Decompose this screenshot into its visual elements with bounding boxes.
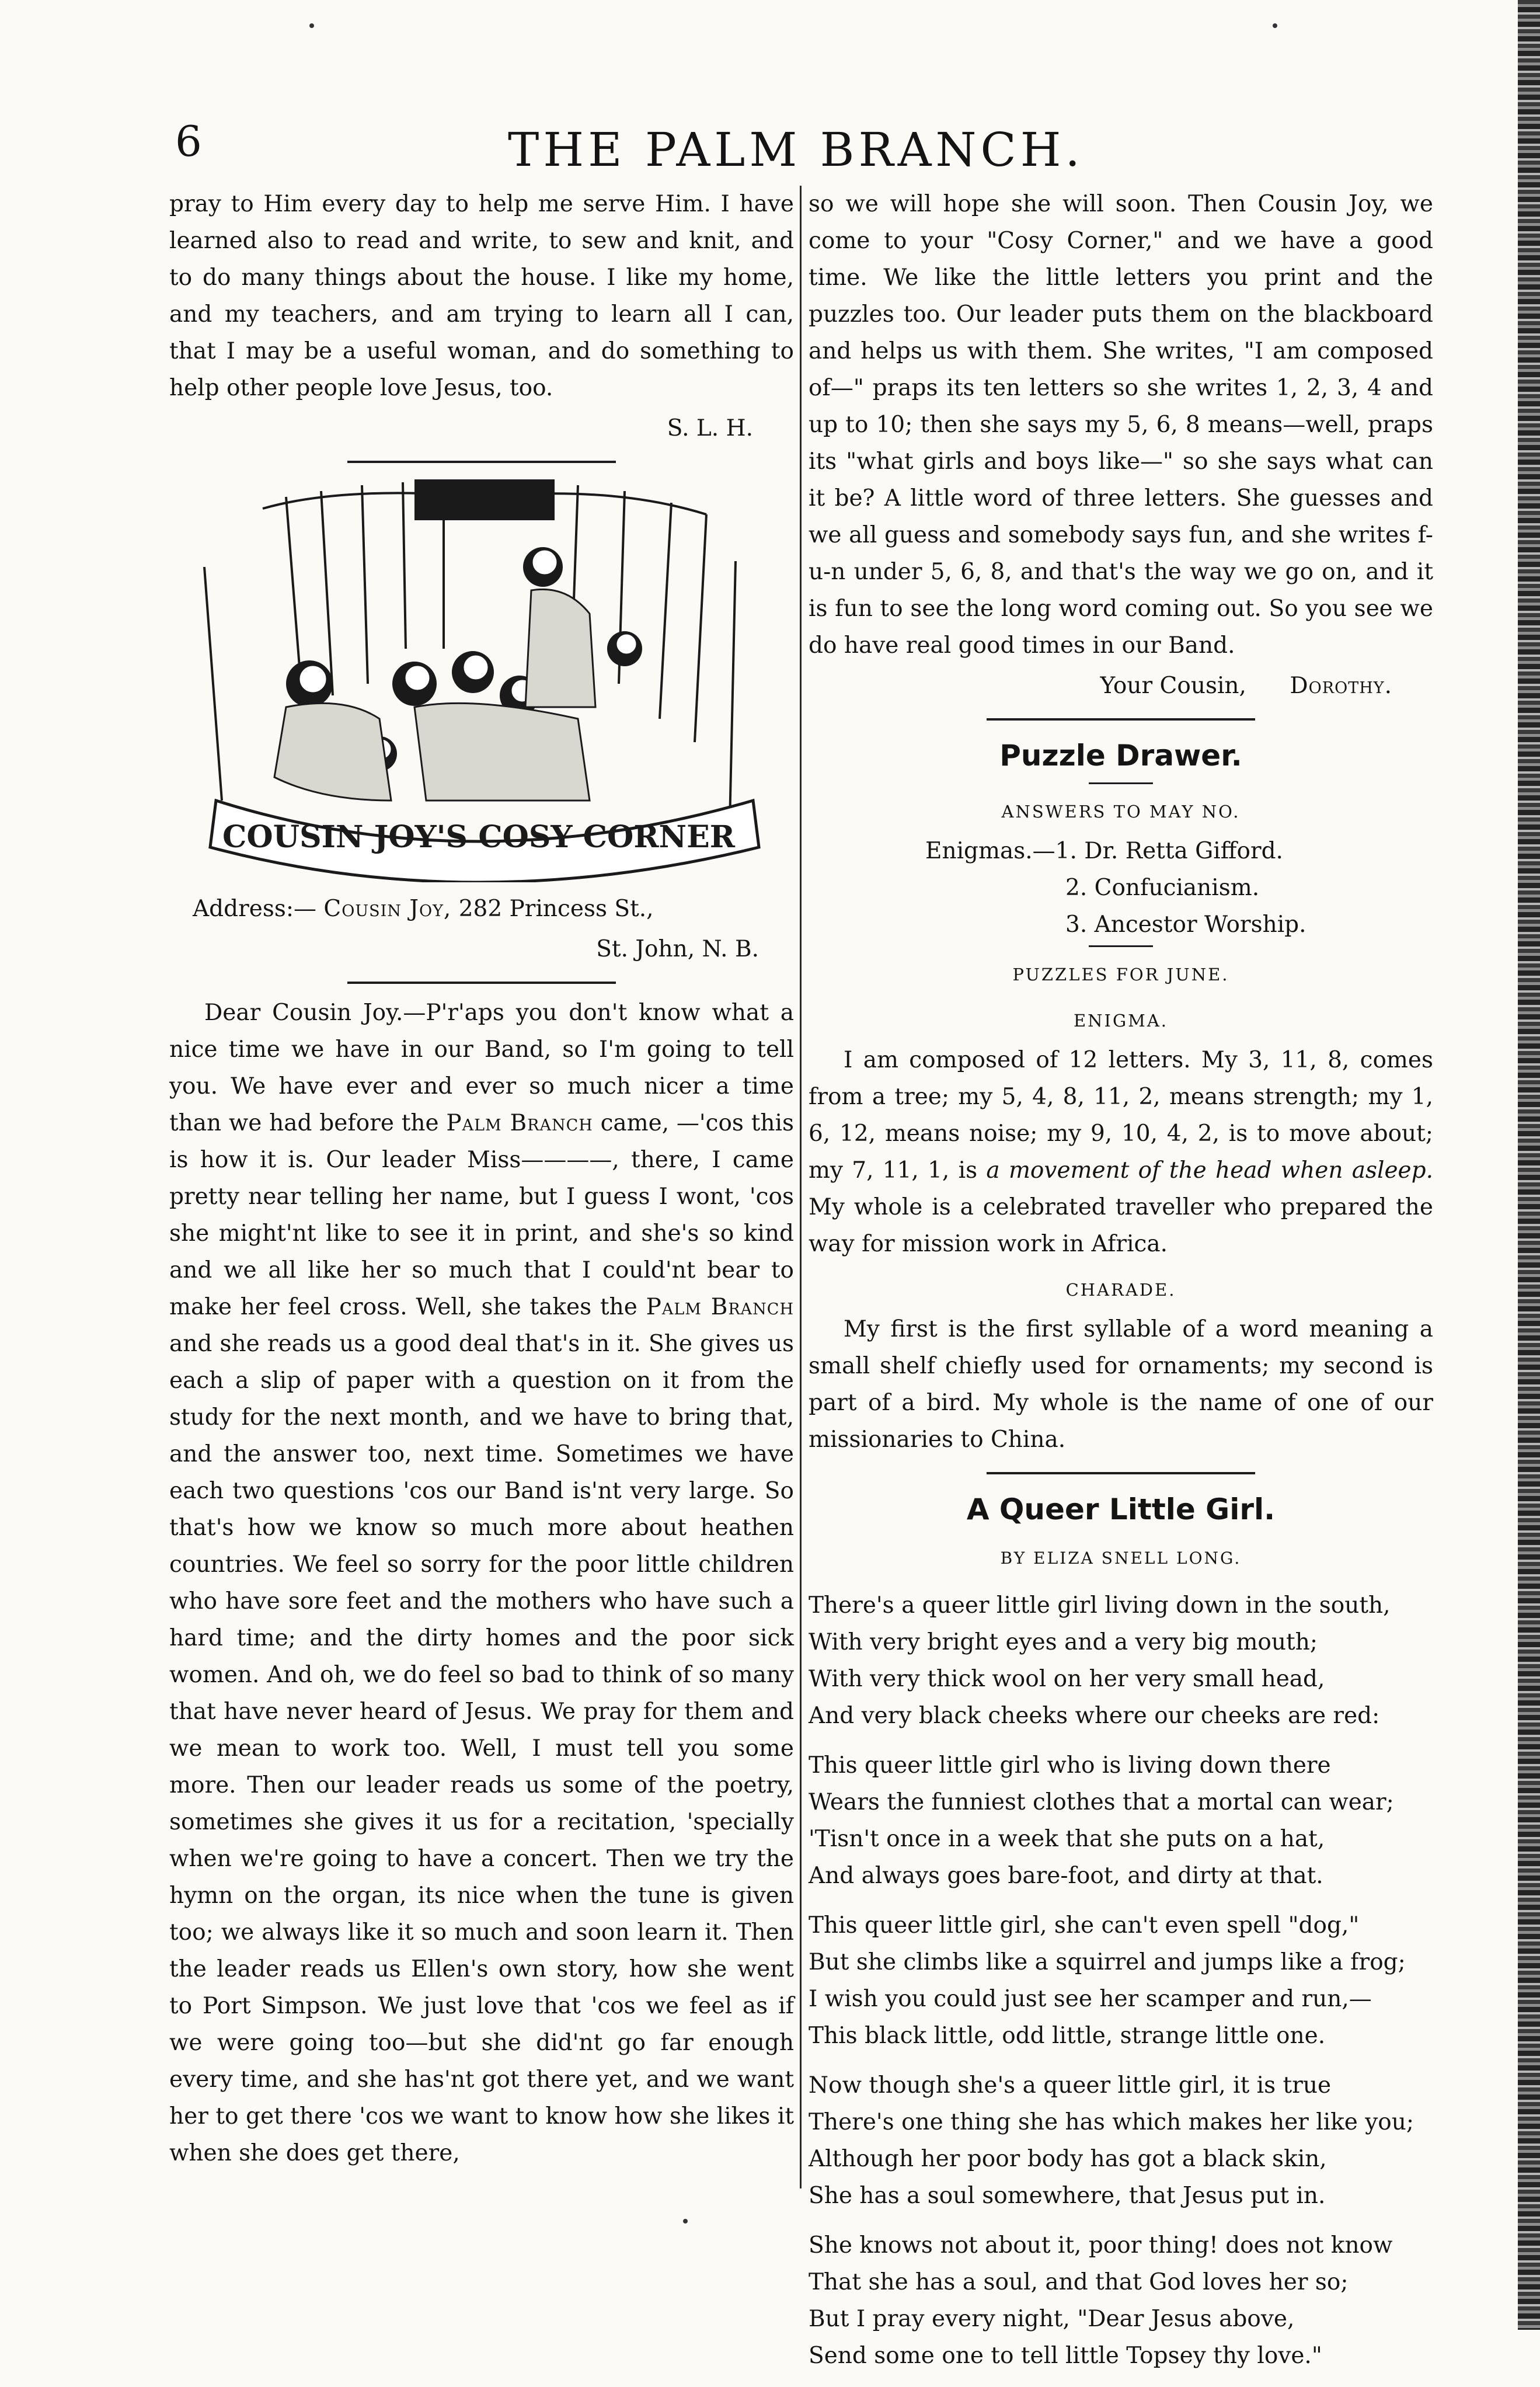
left-column [169, 186, 794, 2175]
scan-speck [683, 2219, 688, 2224]
illustration-label: COUSIN JOY'S COSY CORNER [222, 819, 735, 855]
running-title: THE PALM BRANCH. [508, 123, 1084, 177]
poem-line: There's one thing she has which makes her like you; [809, 2109, 1414, 2135]
poem-line: And very black cheeks where our cheeks are red: [809, 1703, 1380, 1729]
address-line [193, 890, 794, 927]
letter-closing [809, 667, 1392, 704]
letter-text-b: came, —'cos this is how it is. Our leader Miss————, there, I came pretty near telling her name, but I guess I wont, 'cos she might'nt like to see it in print, and she's so kind and we all like her so much that I could'nt bear to make her feel cross. Well, she takes the [169, 1110, 794, 1320]
puzzles-heading: PUZZLES FOR JUNE. [1012, 965, 1229, 984]
poem-stanza-2 [809, 1747, 1433, 1894]
scan-speck [1273, 23, 1277, 28]
address-street: 282 Princess St., [458, 896, 654, 922]
column-rule [800, 186, 802, 2188]
answers-heading: ANSWERS TO MAY NO. [1001, 802, 1241, 822]
letter-slh: pray to Him every day to help me serve Him. I have learned also to read and write, to sew and knit, and to do many things about the house. I like my home, and my teachers, and am trying to learn all I can, that I may be a useful woman, and do something to help other people love Jesus, too. [169, 191, 794, 401]
divider [987, 718, 1255, 721]
answer-item: 3. Ancestor Worship. [1065, 911, 1306, 938]
address-label: Address:— [193, 896, 316, 922]
poem-stanza-4 [809, 2067, 1433, 2214]
poem-line: With very bright eyes and a very big mouth; [809, 1629, 1318, 1655]
enigma-text-b: My whole is a celebrated traveller who prepared the way for mission work in Africa. [809, 1194, 1433, 1257]
poem-line: She knows not about it, poor thing! does not know [809, 2232, 1393, 2259]
cosy-corner-illustration [169, 474, 794, 882]
divider [347, 461, 616, 463]
poem-line: This queer little girl, she can't even spell "dog," [809, 1912, 1360, 1939]
letter-text-c: and she reads us a good deal that's in it. She gives us each a slip of paper with a question on it from the study for the next month, and we have to bring that, and the answer too, next time. Sometimes we have each two questions 'cos our Band is'nt very large. So that's how we know so much more about heathen countries. We feel so sorry for the poor little children who have sore feet and the mothers who have such a hard time; and the dirty homes and the poor sick women. And oh, we do feel so bad to think of so many that have never heard of Jesus. We pray for them and we mean to work too. Well, I must tell you some more. Then our leader reads us some of the poetry, sometimes she gives it us for a recitation, 'specially when we're going to have a concert. Then we try the hymn on the organ, its nice when the tune is given too; we always like it so much and soon learn it. Then the leader reads us Ellen's own story, how she went to Port Simpson. We just love that 'cos we feel as if we were going too—but she did'nt go far enough every time, and she has'nt got there yet, and we want her to get there 'cos we want to know how she likes it when she does get there, [169, 1331, 794, 2166]
enigma-heading: ENIGMA. [1073, 1011, 1169, 1031]
poem-line: This black little, odd little, strange little one. [809, 2023, 1326, 2049]
poem-line: Although her poor body has got a black skin, [809, 2146, 1327, 2172]
poem-line: 'Tisn't once in a week that she puts on a hat, [809, 1826, 1325, 1852]
poem-line: There's a queer little girl living down in the south, [809, 1592, 1391, 1619]
poem-line: But she climbs like a squirrel and jumps like a frog; [809, 1949, 1406, 1975]
answer-text: 1. Dr. Retta Gifford. [1055, 838, 1283, 864]
poem-line: I wish you could just see her scamper and run,— [809, 1986, 1372, 2012]
poem-stanza-3 [809, 1907, 1433, 2054]
divider [1089, 945, 1153, 947]
answer-item [925, 833, 1433, 869]
letter-continued: so we will hope she will soon. Then Cousin Joy, we come to your "Cosy Corner," and we have a good time. We like the little letters you print and the puzzles too. Our leader puts them on the blackboard and helps us with them. She writes, "I am composed of—" praps its ten letters so she writes 1, 2, 3, 4 and up to 10; then she says my 5, 6, 8 means—well, praps its "what girls and boys like—" so she says what can it be? A little word of three letters. She guesses and we all guess and somebody says fun, and she writes f-u-n under 5, 6, 8, and that's the way we go on, and it is fun to see the long word coming out. So you see we do have real good times in our Band. [809, 191, 1433, 659]
poem-line: She has a soul somewhere, that Jesus put in. [809, 2183, 1326, 2209]
enigma-text-a: I am composed of 12 letters. My 3, 11, 8, comes from a tree; my 5, 4, 8, 11, 2, means strength; my 1, 6, 12, means noise; my 9, 10, 4, 2, is to move about; my 7, 11, 1, is [809, 1047, 1433, 1184]
divider [1089, 782, 1153, 784]
poem-line: Now though she's a queer little girl, it is true [809, 2072, 1332, 2099]
palm-branch-name: Palm Branch [446, 1110, 593, 1136]
signature-slh: S. L. H. [667, 415, 753, 441]
poem-title: A Queer Little Girl. [966, 1492, 1276, 1526]
scan-edge [1518, 0, 1540, 2330]
scan-speck [309, 23, 314, 28]
closing-name: Dorothy. [1290, 673, 1392, 699]
poem-line: With very thick wool on her very small head, [809, 1666, 1325, 1692]
enigma-text [809, 1042, 1433, 1262]
right-column [809, 186, 1433, 2387]
closing-text: Your Cousin, [1100, 673, 1246, 699]
poem-line: That she has a soul, and that God loves her so; [809, 2269, 1349, 2295]
charade-heading: CHARADE. [1065, 1280, 1176, 1300]
page-number: 6 [175, 117, 202, 166]
poem-line: But I pray every night, "Dear Jesus above, [809, 2306, 1295, 2332]
poem-line: Send some one to tell little Topsey thy love." [809, 2343, 1322, 2369]
poem-byline: BY ELIZA SNELL LONG. [1000, 1549, 1242, 1568]
poem-line: Wears the funniest clothes that a mortal can wear; [809, 1789, 1394, 1815]
poem-stanza-1 [809, 1587, 1433, 1734]
letter-text-a: Dear Cousin Joy.—P'r'aps you don't know what a nice time we have in our Band, so I'm going to tell you. We have ever and ever so much nicer a time than we had before the [169, 1000, 794, 1136]
address-city: St. John, N. B. [596, 936, 759, 962]
puzzle-drawer-title: Puzzle Drawer. [999, 739, 1242, 773]
divider [987, 1472, 1255, 1474]
enigmas-label: Enigmas.— [925, 838, 1055, 864]
address-name: Cousin Joy, [323, 896, 452, 922]
palm-branch-name: Palm Branch [646, 1294, 795, 1320]
enigma-text-italic: a movement of the head when asleep. [986, 1157, 1433, 1184]
charade-text: My first is the first syllable of a word meaning a small shelf chiefly used for ornaments; my second is part of a bird. My whole is the name of one of our missionaries to China. [809, 1316, 1433, 1453]
poem-stanza-5 [809, 2227, 1433, 2374]
answers-list [925, 833, 1433, 943]
divider [347, 982, 616, 984]
poem-line: And always goes bare-foot, and dirty at that. [809, 1863, 1323, 1889]
letter-dorothy [169, 994, 794, 2172]
poem-line: This queer little girl who is living down there [809, 1752, 1331, 1779]
answer-item: 2. Confucianism. [1065, 875, 1260, 901]
